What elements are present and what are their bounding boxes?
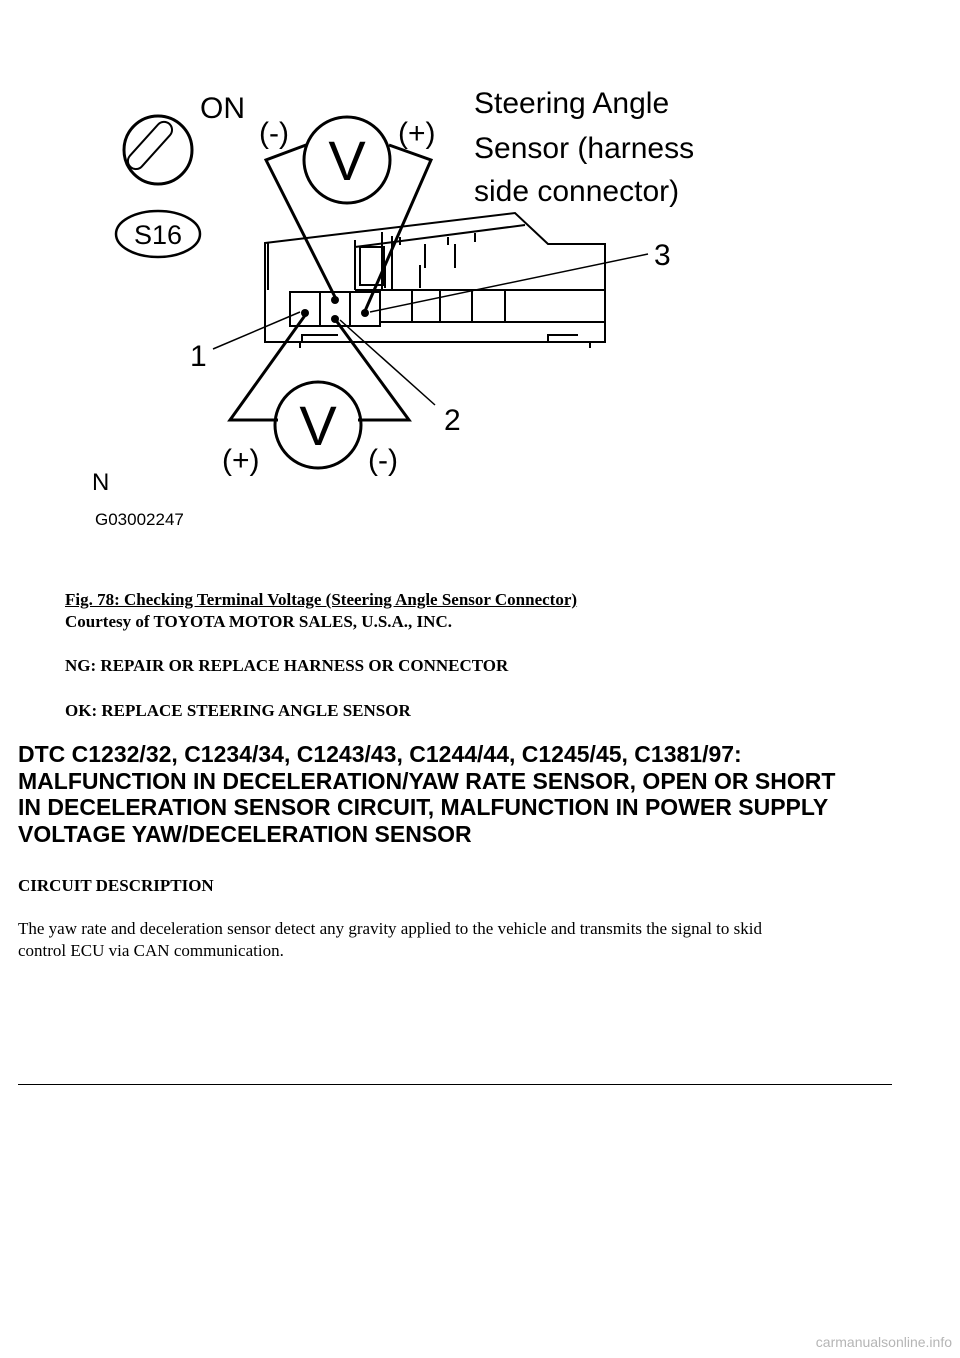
connector-voltage-diagram <box>0 0 960 590</box>
connector-code-label: S16 <box>133 220 183 250</box>
page-divider <box>18 1084 892 1085</box>
ignition-key-icon <box>124 116 192 184</box>
sensor-label-line-2: Sensor (harness <box>474 132 695 165</box>
upper-voltmeter-symbol: V <box>328 129 366 192</box>
lower-probe-positive <box>230 314 306 420</box>
terminal-2-label: 2 <box>444 404 461 437</box>
lower-voltmeter-symbol: V <box>299 394 337 457</box>
terminal-3-label: 3 <box>654 239 671 272</box>
leader-line-3 <box>370 254 648 312</box>
upper-positive-label: (+) <box>398 117 436 150</box>
ok-result: OK: REPLACE STEERING ANGLE SENSOR <box>65 701 411 720</box>
lower-negative-label: (-) <box>368 444 398 477</box>
circuit-description: The yaw rate and deceleration sensor detect any gravity applied to the vehicle and transmits the signal to skid control ECU via CAN communication. <box>18 919 762 960</box>
section-title: CIRCUIT DESCRIPTION <box>18 876 214 895</box>
terminal-1-label: 1 <box>190 340 207 373</box>
terminal-2-pin-upper <box>331 296 339 304</box>
ng-result: NG: REPAIR OR REPLACE HARNESS OR CONNECTOR <box>65 656 509 675</box>
sensor-label-line-1: Steering Angle <box>474 87 670 120</box>
ignition-on-label: ON <box>200 92 245 125</box>
connector-housing <box>265 213 605 348</box>
watermark: carmanualsonline.info <box>815 1334 952 1350</box>
figure-code: G03002247 <box>95 510 184 529</box>
figure-caption: Fig. 78: Checking Terminal Voltage (Steering Angle Sensor Connector) <box>65 590 578 609</box>
upper-negative-label: (-) <box>259 117 289 150</box>
lower-probe-negative <box>335 319 409 420</box>
lower-positive-label: (+) <box>222 444 260 477</box>
dtc-heading: DTC C1232/32, C1234/34, C1243/43, C1244/44, C1245/45, C1381/97: MALFUNCTION IN DECELERATION/YAW RATE SENSOR, OPEN OR SHORT IN DECELERATION SENSOR CIRCUIT, MALFUNCTION IN POWER SUPPLY VOLTAGE YAW/DECELERATION SENSOR <box>18 741 836 847</box>
leader-line-1 <box>213 312 300 349</box>
courtesy-line: Courtesy of TOYOTA MOTOR SALES, U.S.A., INC. <box>65 612 452 631</box>
corner-mark: N <box>92 469 110 496</box>
upper-probe-negative <box>266 145 335 297</box>
sensor-label-line-3: side connector) <box>474 175 680 208</box>
